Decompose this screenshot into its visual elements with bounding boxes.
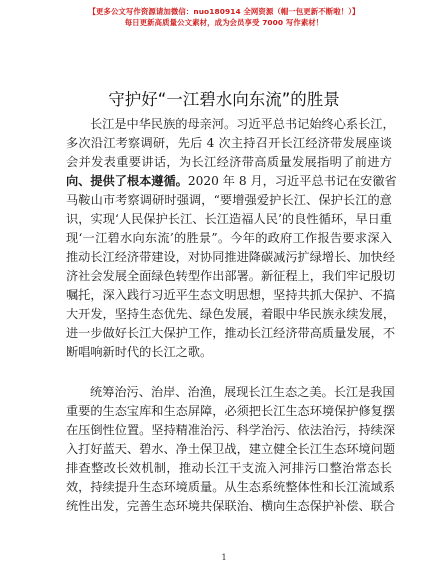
paragraph-line-mixed xyxy=(66,172,397,191)
paragraph-line: 进一步做好长江大保护工作，推动长江经济带高质量发展，不 xyxy=(66,326,396,340)
paragraph-line: 在压倒性位置。坚持精准治污、科学治污、依法治污，持续深 xyxy=(66,423,396,437)
paragraph-line: 嘱托，深入践行习近平生态文明思想，坚持共抓大保护、不搞 xyxy=(66,288,396,302)
paragraph-line: 识，实现‘人民保护长江、长江造福人民’的良性循环，早日重 xyxy=(66,212,392,226)
paragraph-line: 排查整改长效机制，推动长江干支流入河排污口整治常态长 xyxy=(66,461,392,475)
paragraph-line: 多次沿江考察调研，先后 4 次主持召开长江经济带发展座谈 xyxy=(66,136,392,150)
paragraph-line: 重要的生态宝库和生态屏障，必须把长江生态环境保护修复摆 xyxy=(66,404,396,418)
paragraph-line: 推动长江经济带建设，对协同推进降碳减污扩绿增长、加快经 xyxy=(66,250,396,264)
paragraph-line: 大开发，坚持生态优先、绿色发展，着眼中华民族永续发展， xyxy=(66,307,396,321)
header-promo-line-2: 每日更新高质量公文素材，成为会员享受 7000 写作素材！ xyxy=(124,18,324,27)
paragraph-line: 入打好蓝天、碧水、净土保卫战，建立健全长江生态环境问题 xyxy=(66,442,396,456)
paragraph-line: 统性出发，完善生态环境共保联治、横向生态保护补偿、联合 xyxy=(66,499,396,513)
paragraph-line: 统筹治污、治岸、治渔，展现长江生态之美。长江是我国 xyxy=(90,385,395,399)
bold-text: 向、提供了根本遵循。 xyxy=(66,174,188,188)
paragraph-line: 会并发表重要讲话，为长江经济带高质量发展指明了前进方 xyxy=(66,155,392,169)
normal-text: 2020 年 8 月，习近平总书记在安徽省 xyxy=(187,174,397,188)
paragraph-line: 长江是中华民族的母亲河。习近平总书记始终心系长江， xyxy=(90,117,395,131)
paragraph-line: 断唱响新时代的长江之歌。 xyxy=(66,345,213,359)
paragraph-line: 济社会发展全面绿色转型作出部署。新征程上，我们牢记殷切 xyxy=(66,269,396,283)
paragraph-line: 马鞍山市考察调研时强调，“要增强爱护长江、保护长江的意 xyxy=(66,193,392,207)
page-number: 1 xyxy=(221,553,227,562)
paragraph-line: 现‘一江碧水向东流’的胜景”。今年的政府工作报告要求深入 xyxy=(66,231,392,245)
paragraph-line: 效，持续提升生态环境质量。从生态系统整体性和长江流域系 xyxy=(66,480,396,494)
header-promo-line-1: 【更多公文写作资源请加微信：nuo180914 全网资源（帽一包更新不断啦！）】 xyxy=(88,7,360,16)
document-title: 守护好“一江碧水向东流”的胜景 xyxy=(108,90,340,109)
